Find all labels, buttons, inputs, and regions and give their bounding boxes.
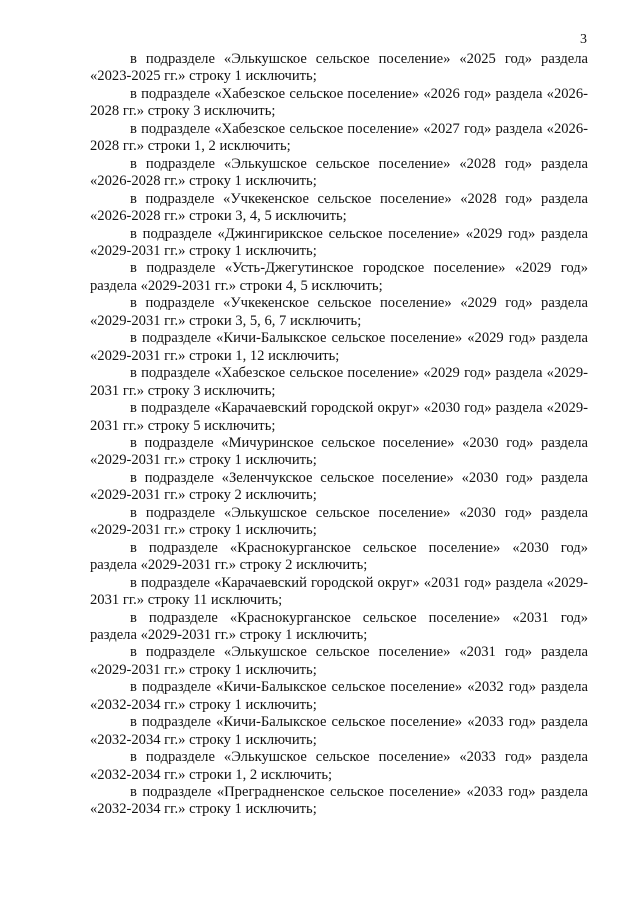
document-body (90, 51, 588, 819)
amendment-paragraph: в подразделе «Элькушское сельское поселение» «2028 год» раздела «2026-2028 гг.» строку 1 исключить; (90, 155, 588, 190)
amendment-paragraph: в подразделе «Хабезское сельское поселение» «2027 год» раздела «2026-2028 гг.» строки 1, 2 исключить; (90, 120, 588, 155)
amendment-paragraph: в подразделе «Карачаевский городской округ» «2030 год» раздела «2029-2031 гг.» строку 5 исключить; (90, 400, 588, 434)
amendment-paragraph: в подразделе «Джингирикское сельское поселение» «2029 год» раздела «2029-2031 гг.» строку 1 исключить; (90, 225, 588, 259)
amendment-paragraph: в подразделе «Хабезское сельское поселение» «2026 год» раздела «2026-2028 гг.» строку 3 исключить; (90, 85, 588, 120)
amendment-paragraph: в подразделе «Кичи-Балыкское сельское поселение» «2033 год» раздела «2032-2034 гг.» строку 1 исключить; (90, 714, 588, 748)
amendment-paragraph: в подразделе «Усть-Джегутинское городское поселение» «2029 год» раздела «2029-2031 гг.» строки 4, 5 исключить; (90, 260, 588, 294)
amendment-paragraph: в подразделе «Элькушское сельское поселение» «2030 год» раздела «2029-2031 гг.» строку 1 исключить; (90, 504, 588, 539)
amendment-paragraph: в подразделе «Элькушское сельское поселение» «2033 год» раздела «2032-2034 гг.» строки 1, 2 исключить; (90, 749, 588, 783)
amendment-paragraph: в подразделе «Карачаевский городской округ» «2031 год» раздела «2029-2031 гг.» строку 11 исключить; (90, 574, 588, 609)
amendment-paragraph: в подразделе «Учкекенское сельское поселение» «2029 год» раздела «2029-2031 гг.» строки 3, 5, 6, 7 исключить; (90, 295, 588, 329)
amendment-paragraph: в подразделе «Элькушское сельское поселение» «2031 год» раздела «2029-2031 гг.» строку 1 исключить; (90, 644, 588, 678)
amendment-paragraph: в подразделе «Зеленчукское сельское поселение» «2030 год» раздела «2029-2031 гг.» строку 2 исключить; (90, 469, 588, 504)
page-number: 3 (580, 32, 587, 47)
amendment-paragraph: в подразделе «Кичи-Балыкское сельское поселение» «2029 год» раздела «2029-2031 гг.» строки 1, 12 исключить; (90, 330, 588, 364)
amendment-paragraph: в подразделе «Кичи-Балыкское сельское поселение» «2032 год» раздела «2032-2034 гг.» строку 1 исключить; (90, 679, 588, 713)
amendment-paragraph: в подразделе «Краснокурганское сельское поселение» «2031 год» раздела «2029-2031 гг.» строку 1 исключить; (90, 609, 588, 643)
amendment-paragraph: в подразделе «Краснокурганское сельское поселение» «2030 год» раздела «2029-2031 гг.» строку 2 исключить; (90, 539, 588, 574)
amendment-paragraph: в подразделе «Мичуринское сельское поселение» «2030 год» раздела «2029-2031 гг.» строку 1 исключить; (90, 434, 588, 469)
amendment-paragraph: в подразделе «Учкекенское сельское поселение» «2028 год» раздела «2026-2028 гг.» строки 3, 4, 5 исключить; (90, 190, 588, 225)
amendment-paragraph: в подразделе «Элькушское сельское поселение» «2025 год» раздела «2023-2025 гг.» строку 1 исключить; (90, 51, 588, 85)
amendment-paragraph: в подразделе «Преградненское сельское поселение» «2033 год» раздела «2032-2034 гг.» строку 1 исключить; (90, 784, 588, 818)
amendment-paragraph: в подразделе «Хабезское сельское поселение» «2029 год» раздела «2029-2031 гг.» строку 3 исключить; (90, 365, 588, 399)
